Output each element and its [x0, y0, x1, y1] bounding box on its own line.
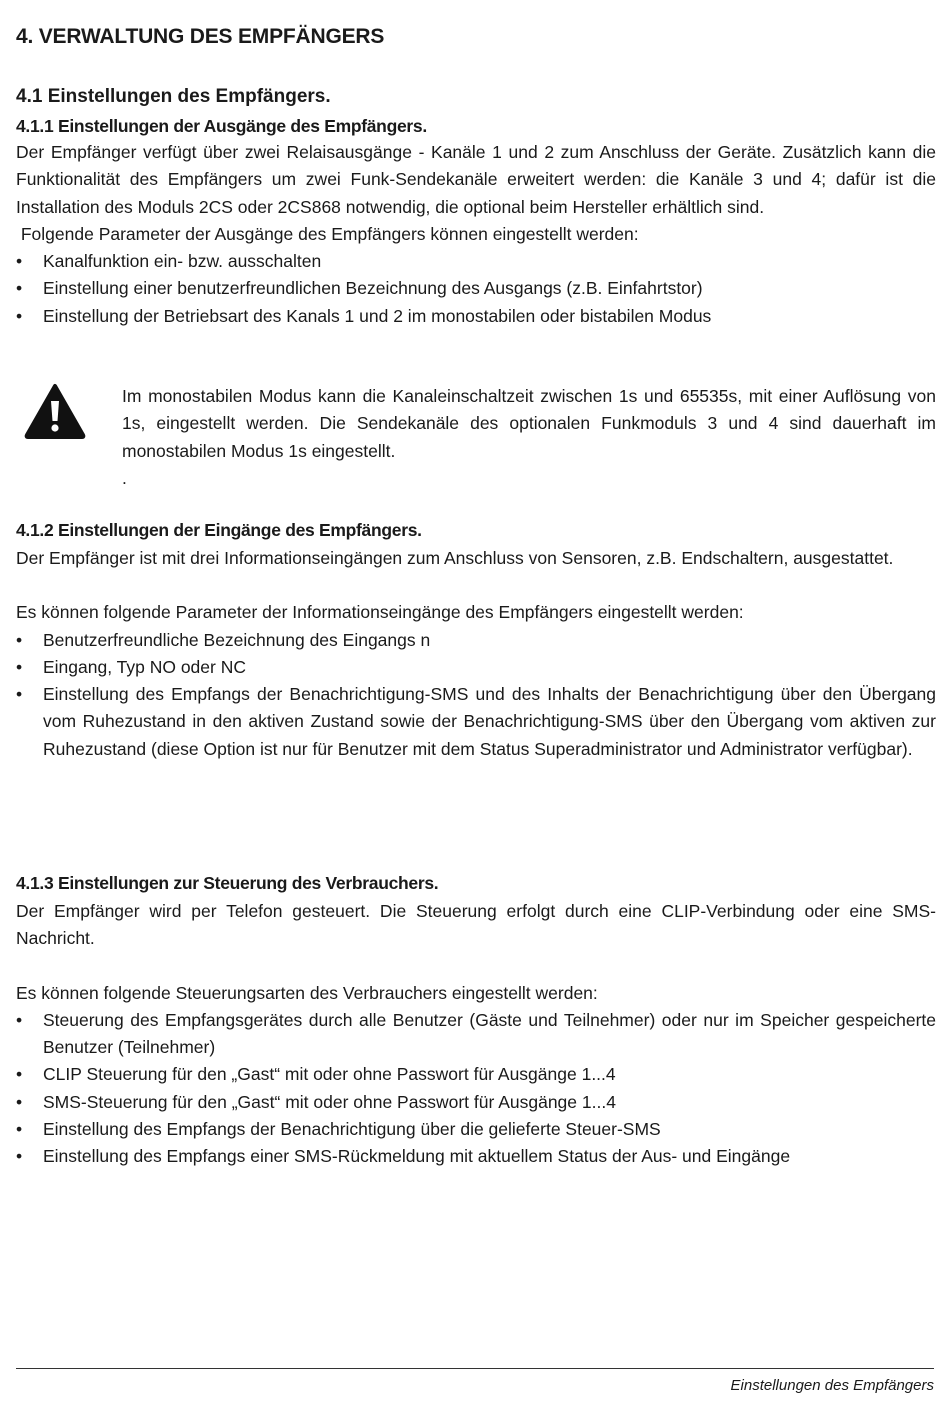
paragraph: Der Empfänger wird per Telefon gesteuert. Die Steuerung erfolgt durch eine CLIP-Verbindung oder eine SMS-Nachricht. [16, 901, 936, 949]
list-item: • Einstellung des Empfangs der Benachrichtigung über die gelieferte Steuer-SMS [16, 1116, 936, 1143]
chapter-heading: 4. VERWALTUNG DES EMPFÄNGERS [16, 25, 385, 48]
list-item: • Eingang, Typ NO oder NC [16, 654, 936, 681]
list-item: • Einstellung einer benutzerfreundlichen Bezeichnung des Ausgangs (z.B. Einfahrtstor) [16, 275, 936, 302]
warning-dot: . [122, 467, 127, 488]
section-4-1-2-body [16, 545, 936, 763]
section-4-1-1-body [16, 139, 936, 330]
inputs-list [16, 627, 936, 763]
list-intro: Es können folgende Steuerungsarten des Verbrauchers eingestellt werden: [16, 982, 598, 1003]
warning-note [122, 383, 936, 492]
section-4-1-3-title: 4.1.3 Einstellungen zur Steuerung des Verbrauchers. [16, 873, 439, 893]
list-item: • Einstellung des Empfangs einer SMS-Rückmeldung mit aktuellem Status der Aus- und Eingänge [16, 1143, 936, 1170]
control-list [16, 1007, 936, 1171]
list-intro: Folgende Parameter der Ausgänge des Empfängers können eingestellt werden: [16, 223, 639, 244]
paragraph: Der Empfänger verfügt über zwei Relaisausgänge - Kanäle 1 und 2 zum Anschluss der Geräte. Zusätzlich kann die Funktionalität des Empfängers um zwei Funk-Sendekanäle erweitert werden: die Kanäle 3 und 4; dafür ist die Installation des Moduls 2CS oder 2CS868 notwendig, die optional beim Hersteller erhältlich sind. [16, 142, 936, 217]
section-4-1-title: 4.1 Einstellungen des Empfängers. [16, 86, 331, 107]
list-intro: Es können folgende Parameter der Informationseingänge des Empfängers eingestellt werden: [16, 602, 744, 623]
warning-triangle-icon [24, 383, 86, 439]
list-item: • Benutzerfreundliche Bezeichnung des Eingangs n [16, 627, 936, 654]
list-item: • Einstellung des Empfangs der Benachrichtigung-SMS und des Inhalts der Benachrichtigung über den Übergang vom Ruhezustand in den aktiven Zustand sowie der Benachrichtigung-SMS über den Übergang vom aktiven zur Ruhezustand (diese Option ist nur für Benutzer mit dem Status Superadministrator und Administrator verfügbar). [16, 681, 936, 763]
paragraph: Der Empfänger ist mit drei Informationseingängen zum Anschluss von Sensoren, z.B. Endschaltern, ausgestattet. [16, 548, 894, 568]
section-4-1-1-title: 4.1.1 Einstellungen der Ausgänge des Empfängers. [16, 116, 427, 136]
list-item: • Einstellung der Betriebsart des Kanals 1 und 2 im monostabilen oder bistabilen Modus [16, 303, 936, 330]
section-4-1-3-body [16, 898, 936, 1171]
outputs-list [16, 248, 936, 330]
list-item: • Kanalfunktion ein- bzw. ausschalten [16, 248, 936, 275]
list-item: • SMS-Steuerung für den „Gast“ mit oder ohne Passwort für Ausgänge 1...4 [16, 1089, 936, 1116]
list-item: • Steuerung des Empfangsgerätes durch alle Benutzer (Gäste und Teilnehmer) oder nur im Speicher gespeicherte Benutzer (Teilnehmer) [16, 1007, 936, 1062]
footer-divider [16, 1368, 934, 1369]
section-4-1-2-title: 4.1.2 Einstellungen der Eingänge des Empfängers. [16, 520, 422, 540]
list-item: • CLIP Steuerung für den „Gast“ mit oder ohne Passwort für Ausgänge 1...4 [16, 1061, 936, 1088]
page-footer: Einstellungen des Empfängers [730, 1377, 934, 1394]
warning-text: Im monostabilen Modus kann die Kanaleinschaltzeit zwischen 1s und 65535s, mit einer Auflösung von 1s, eingestellt werden. Die Sendekanäle des optionalen Funkmoduls 3 und 4 sind dauerhaft im monostabilen Modus 1s eingestellt. [122, 386, 936, 461]
